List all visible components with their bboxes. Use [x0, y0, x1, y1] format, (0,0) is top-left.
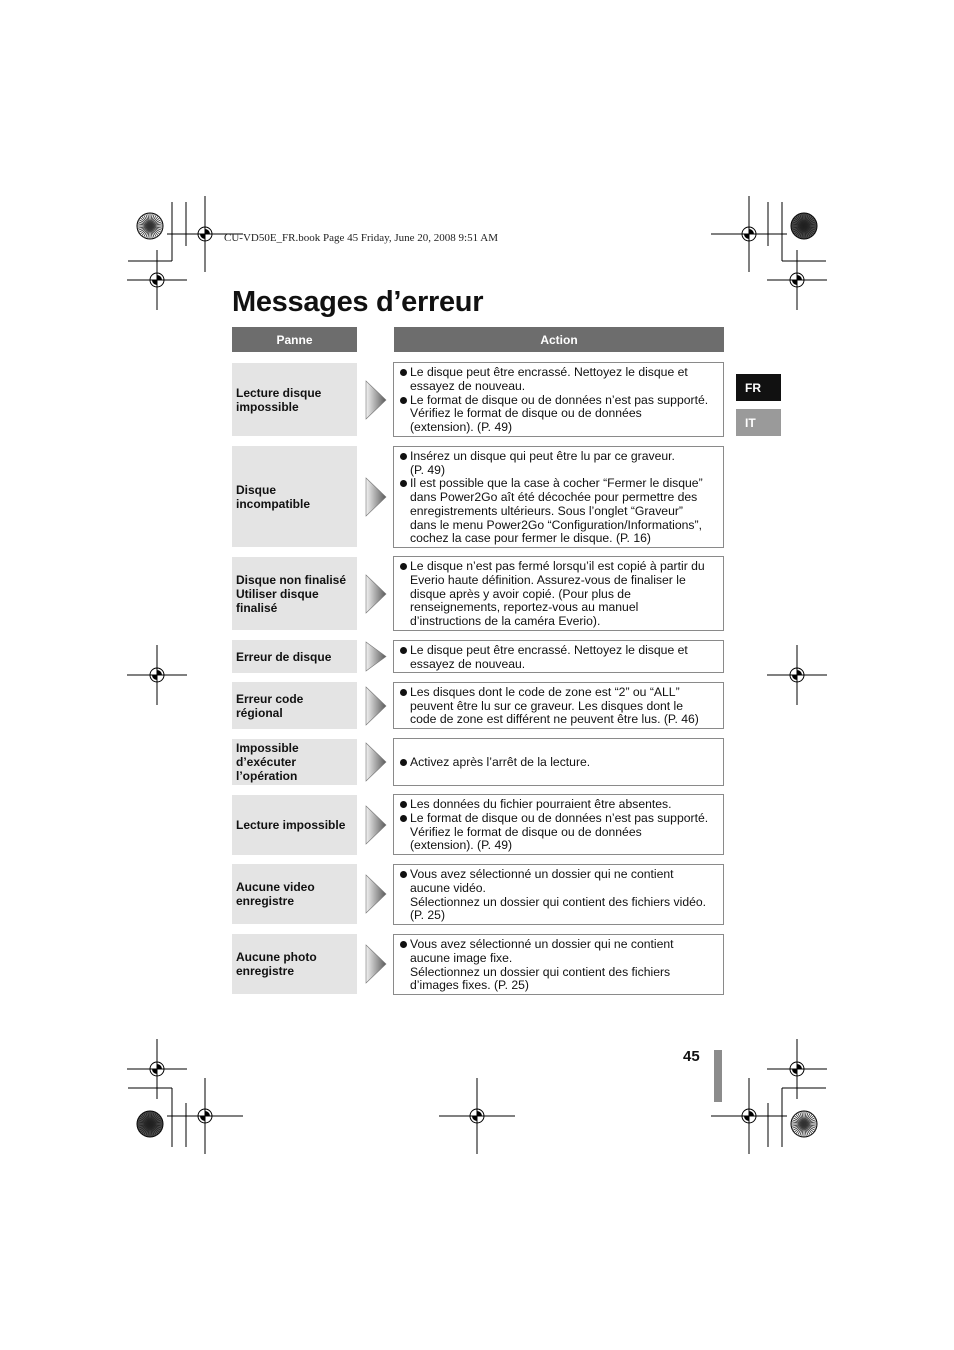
- action-line: code de zone est différent ne peuvent être lus. (P. 46): [410, 712, 699, 727]
- column-header-action: Action: [394, 327, 724, 352]
- action-cell: [393, 864, 724, 925]
- action-line: d’instructions de la caméra Everio).: [410, 614, 601, 629]
- panne-label: Aucune video enregistre: [236, 880, 315, 908]
- action-bullet: Activez après l’arrêt de la lecture.: [400, 756, 719, 770]
- arrow-right-icon: [364, 944, 388, 984]
- panne-cell: [232, 682, 357, 729]
- action-line: essayez de nouveau.: [410, 378, 526, 393]
- action-cell: [393, 934, 724, 995]
- action-line: renseignements, reportez-vous au manuel: [410, 600, 639, 615]
- print-header: CU-VD50E_FR.book Page 45 Friday, June 20, 2008 9:51 AM: [224, 232, 498, 244]
- panne-label: Lecture disque impossible: [236, 385, 322, 414]
- action-line: essayez de nouveau.: [410, 656, 526, 671]
- action-cell: [393, 640, 724, 673]
- action-bullet: Les données du fichier pourraient être absentes.: [400, 798, 719, 812]
- panne-cell: [232, 934, 357, 994]
- action-cell: [393, 446, 724, 548]
- panne-label: Lecture impossible: [236, 818, 346, 832]
- action-bullet: Insérez un disque qui peut être lu par ce graveur.: [400, 450, 719, 464]
- page-number: 45: [683, 1048, 700, 1065]
- action-bullet: Le disque peut être encrassé. Nettoyez le disque et: [400, 644, 719, 658]
- action-cell: [393, 794, 724, 855]
- action-bullet: Le disque n’est pas fermé lorsqu’il est copié à partir du: [400, 560, 719, 574]
- panne-cell: [232, 557, 357, 630]
- arrow-right-icon: [364, 742, 388, 782]
- panne-label: Disque non finalisé Utiliser disque finalisé: [236, 572, 347, 615]
- action-line: Sélectionnez un dossier qui contient des fichiers vidéo.: [410, 894, 707, 909]
- action-cell: [393, 556, 724, 631]
- action-line: enregistrements ultérieurs. Sous l’onglet “Graveur”: [410, 503, 683, 518]
- action-line: Sélectionnez un dossier qui contient des fichiers: [410, 964, 671, 979]
- page-title: Messages d’erreur: [232, 286, 484, 318]
- language-tab-it[interactable]: IT: [736, 409, 781, 436]
- action-line: dans Power2Go aît été décochée pour permettre des: [410, 490, 698, 505]
- arrow-right-icon: [364, 641, 388, 672]
- panne-cell: [232, 864, 357, 924]
- panne-cell: [232, 795, 357, 855]
- arrow-right-icon: [364, 805, 388, 845]
- action-line: aucune image fixe.: [410, 950, 513, 965]
- action-bullet: Le disque peut être encrassé. Nettoyez le disque et: [400, 366, 719, 380]
- panne-cell: [232, 363, 357, 436]
- action-line: (extension). (P. 49): [410, 838, 513, 853]
- action-line: (extension). (P. 49): [410, 420, 513, 435]
- action-bullet: Le format de disque ou de données n’est pas supporté.: [400, 812, 719, 826]
- panne-label: Disque incompatible: [236, 482, 311, 511]
- action-cell: [393, 738, 724, 786]
- action-line: Vérifiez le format de disque ou de données: [410, 824, 642, 839]
- action-bullet: Le format de disque ou de données n’est pas supporté.: [400, 394, 719, 408]
- action-line: Everio haute définition. Assurez-vous de finaliser le: [410, 572, 686, 587]
- panne-label: Erreur code régional: [236, 691, 304, 720]
- action-line: (P. 25): [410, 908, 446, 923]
- panne-cell: [232, 739, 357, 785]
- page-side-bar: [714, 1050, 722, 1102]
- action-cell: [393, 362, 724, 437]
- action-line: disque après y avoir copié. (Pour plus de: [410, 586, 631, 601]
- arrow-right-icon: [364, 686, 388, 726]
- panne-label: Erreur de disque: [236, 649, 332, 664]
- action-line: aucune vidéo.: [410, 880, 486, 895]
- column-header-panne: Panne: [232, 327, 357, 352]
- arrow-right-icon: [364, 874, 388, 914]
- action-line: Vérifiez le format de disque ou de données: [410, 406, 642, 421]
- action-line: cochez la case pour fermer le disque. (P. 16): [410, 531, 651, 546]
- action-line: dans le menu Power2Go “Configuration/Informations”,: [410, 517, 702, 532]
- arrow-right-icon: [364, 380, 388, 420]
- action-line: d’images fixes. (P. 25): [410, 978, 529, 993]
- action-bullet: Vous avez sélectionné un dossier qui ne contient: [400, 868, 719, 882]
- arrow-right-icon: [364, 574, 388, 614]
- action-bullet: Vous avez sélectionné un dossier qui ne contient: [400, 938, 719, 952]
- action-cell: [393, 682, 724, 729]
- action-bullet: Il est possible que la case à cocher “Fermer le disque”: [400, 477, 719, 491]
- action-line: peuvent être lu sur ce graveur. Les disques dont le: [410, 698, 684, 713]
- language-tab-fr[interactable]: FR: [736, 374, 781, 401]
- panne-cell: [232, 640, 357, 673]
- panne-label: Aucune photo enregistre: [236, 950, 317, 978]
- panne-label: Impossible d’exécuter l’opération: [236, 741, 299, 783]
- action-line: (P. 49): [410, 462, 446, 477]
- action-bullet: Les disques dont le code de zone est “2” ou “ALL”: [400, 686, 719, 700]
- arrow-right-icon: [364, 477, 388, 517]
- panne-cell: [232, 446, 357, 547]
